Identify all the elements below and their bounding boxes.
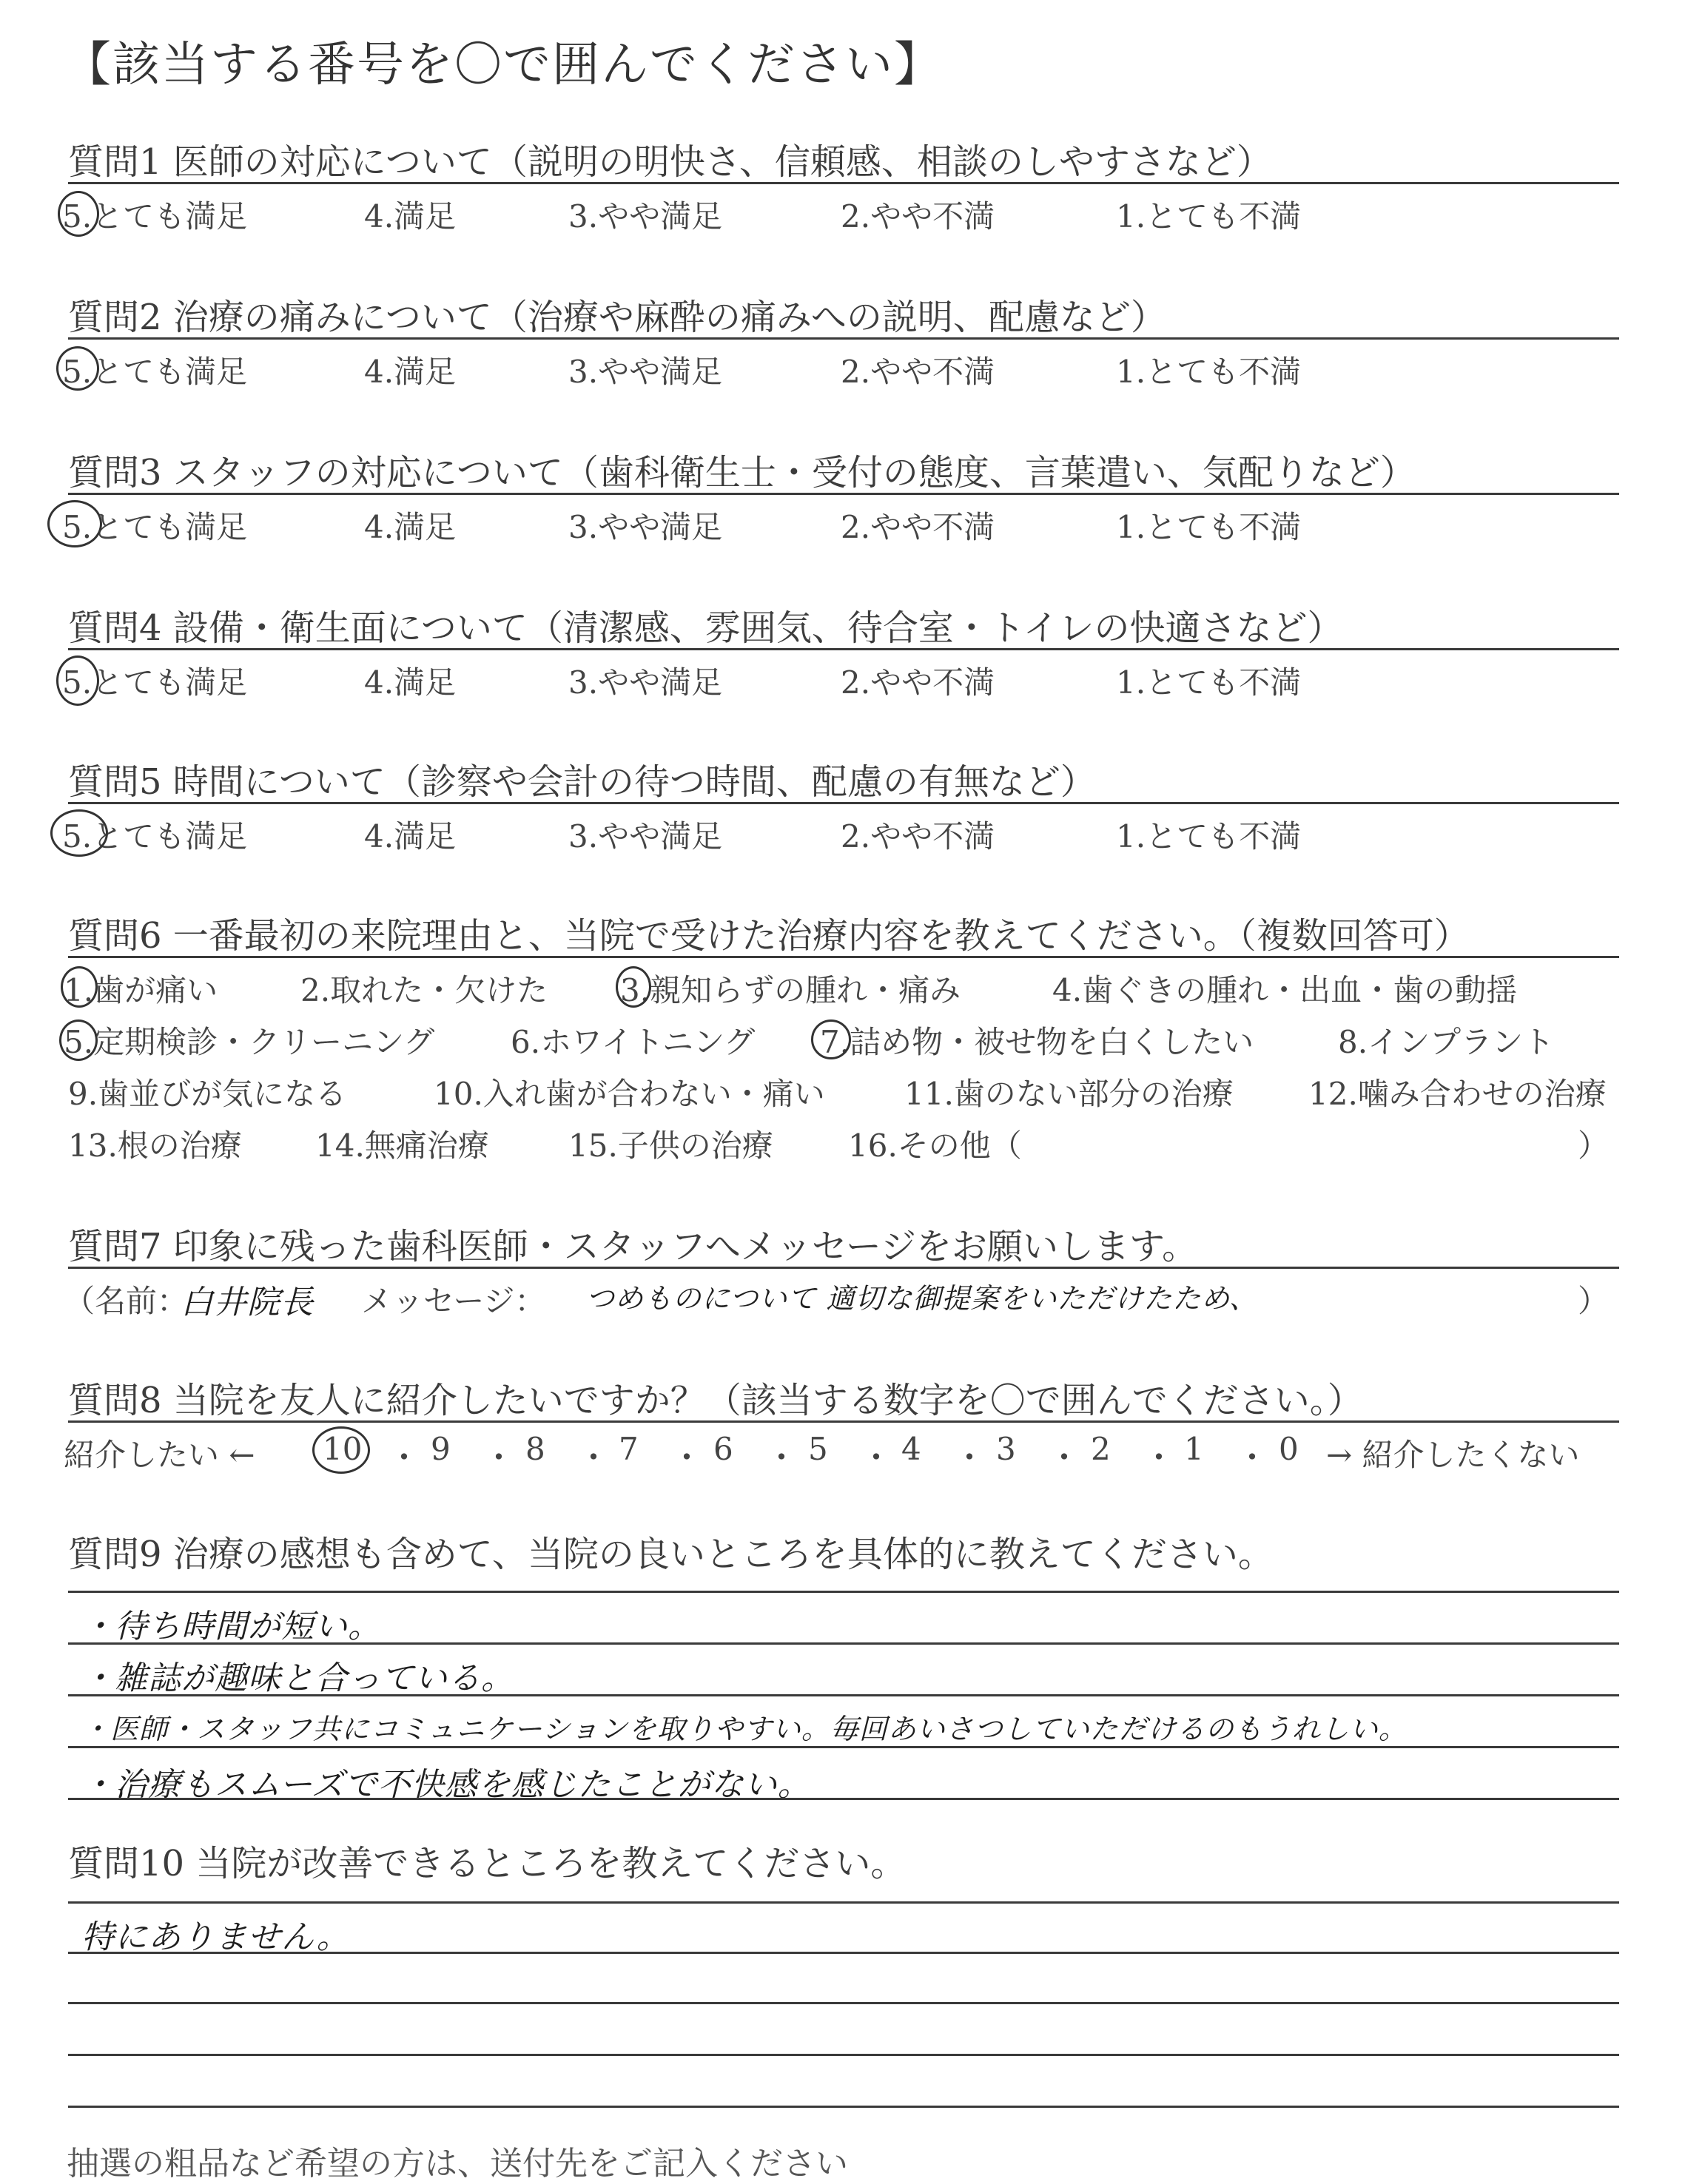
q6-option-15[interactable]: 15.子供の治療	[568, 1128, 773, 1164]
question-6-rule	[68, 956, 1619, 958]
q5-selection-circle	[50, 809, 108, 857]
q8-scale-10[interactable]: 10	[323, 1431, 363, 1467]
q9-answer-line	[68, 1694, 1619, 1696]
q2-option-5[interactable]: 5.とても満足	[62, 354, 248, 390]
q6-option-10[interactable]: 10.入れ歯が合わない・痛い	[434, 1076, 825, 1112]
q6-option-2[interactable]: 2.取れた・欠けた	[300, 972, 548, 1008]
q3-option-5[interactable]: 5.とても満足	[62, 509, 248, 545]
q10-answer-line	[68, 1901, 1619, 1904]
q7-name-handwritten[interactable]: 白井院長	[181, 1284, 314, 1321]
q6-option-8[interactable]: 8.インプラント	[1338, 1024, 1555, 1060]
q1-option-5[interactable]: 5.とても満足	[62, 198, 248, 235]
q2-selection-circle	[56, 346, 99, 391]
q8-scale-3[interactable]: 3	[996, 1431, 1016, 1467]
question-8-title: 質問8 当院を友人に紹介したいですか？（該当する数字を〇で囲んでください。）	[68, 1380, 1363, 1421]
q6-option-9[interactable]: 9.歯並びが気になる	[68, 1076, 347, 1112]
q6-other-close-paren: ）	[1578, 1128, 1610, 1164]
q8-right-label: → 紹介したくない	[1326, 1437, 1580, 1473]
q4-option-4[interactable]: 4.満足	[364, 664, 457, 701]
question-2-rule	[68, 337, 1619, 340]
q7-close-paren: ）	[1578, 1283, 1610, 1319]
q9-answer-1[interactable]: ・待ち時間が短い。	[81, 1608, 381, 1645]
q4-option-2[interactable]: 2.やや不満	[841, 664, 995, 701]
question-5-title: 質問5 時間について（診察や会計の待つ時間、配慮の有無など）	[68, 761, 1096, 803]
q7-message-handwritten[interactable]: つめものについて 適切な御提案をいただけたため、	[586, 1282, 1258, 1315]
question-1-rule	[68, 182, 1619, 184]
question-10-title: 質問10 当院が改善できるところを教えてください。	[68, 1843, 907, 1884]
q8-scale-9[interactable]: 9	[431, 1431, 451, 1467]
question-3-title: 質問3 スタッフの対応について（歯科衛生士・受付の態度、言葉遣い、気配りなど）	[68, 452, 1416, 493]
question-7-rule	[68, 1267, 1619, 1269]
q8-scale-5[interactable]: 5	[808, 1431, 828, 1467]
q6-option-4[interactable]: 4.歯ぐきの腫れ・出血・歯の動揺	[1052, 972, 1518, 1008]
q6-option-7[interactable]: 7.詰め物・被せ物を白くしたい	[820, 1024, 1254, 1060]
q8-dot: ・	[670, 1439, 703, 1477]
q3-option-3[interactable]: 3.やや満足	[568, 509, 723, 545]
q10-answer-line	[68, 2002, 1619, 2004]
q10-answer-line	[68, 2054, 1619, 2056]
q6-option-3-circle	[616, 966, 651, 1008]
q6-option-5-circle	[59, 1019, 98, 1061]
q3-option-2[interactable]: 2.やや不満	[841, 509, 995, 545]
q8-dot: ・	[1048, 1439, 1080, 1477]
question-2-title: 質問2 治療の痛みについて（治療や麻酔の痛みへの説明、配慮など）	[68, 297, 1166, 338]
q4-option-3[interactable]: 3.やや満足	[568, 664, 723, 701]
q8-left-label: 紹介したい ←	[64, 1437, 255, 1473]
q5-option-2[interactable]: 2.やや不満	[841, 818, 995, 855]
q6-option-12[interactable]: 12.噛み合わせの治療	[1308, 1076, 1607, 1112]
q6-option-6[interactable]: 6.ホワイトニング	[511, 1024, 756, 1060]
q8-scale-2[interactable]: 2	[1091, 1431, 1111, 1467]
q8-dot: ・	[1236, 1439, 1268, 1477]
q6-option-1-circle	[61, 966, 98, 1008]
question-5-rule	[68, 802, 1619, 804]
q3-option-1[interactable]: 1.とても不満	[1116, 509, 1302, 545]
q9-answer-3[interactable]: ・医師・スタッフ共にコミュニケーションを取りやすい。毎回あいさつしていただけるのもうれしい。	[81, 1713, 1408, 1745]
q9-answer-line	[68, 1591, 1619, 1593]
q4-option-1[interactable]: 1.とても不満	[1116, 664, 1302, 701]
q1-selection-circle	[58, 191, 99, 237]
q7-name-label: （名前：	[64, 1283, 189, 1319]
q9-answer-line	[68, 1798, 1619, 1800]
q1-option-2[interactable]: 2.やや不満	[841, 198, 995, 235]
question-8-rule	[68, 1420, 1619, 1423]
q2-option-3[interactable]: 3.やや満足	[568, 354, 723, 390]
q7-message-label: メッセージ：	[361, 1283, 546, 1319]
q6-option-1[interactable]: 1.歯が痛い	[64, 972, 218, 1008]
q3-selection-circle	[47, 500, 102, 547]
q8-scale-7[interactable]: 7	[619, 1431, 639, 1467]
q6-option-5[interactable]: 5.定期検診・クリーニング	[64, 1024, 435, 1060]
question-4-rule	[68, 648, 1619, 650]
q2-option-2[interactable]: 2.やや不満	[841, 354, 995, 390]
question-7-title: 質問7 印象に残った歯科医師・スタッフへメッセージをお願いします。	[68, 1226, 1198, 1267]
q6-option-14[interactable]: 14.無痛治療	[315, 1128, 489, 1164]
q8-dot: ・	[953, 1439, 986, 1477]
q1-option-3[interactable]: 3.やや満足	[568, 198, 723, 235]
q5-option-3[interactable]: 3.やや満足	[568, 818, 723, 855]
q6-option-16[interactable]: 16.その他（	[848, 1128, 1022, 1164]
q10-answer-line	[68, 1952, 1619, 1954]
q8-scale-1[interactable]: 1	[1184, 1431, 1204, 1467]
question-9-title: 質問9 治療の感想も含めて、当院の良いところを具体的に教えてください。	[68, 1534, 1274, 1575]
footer-partial-text: 抽選の粗品など希望の方は、送付先をご記入ください	[67, 2145, 848, 2183]
q8-selection-circle	[312, 1426, 370, 1474]
q8-dot: ・	[765, 1439, 798, 1477]
q4-option-5[interactable]: 5.とても満足	[62, 664, 248, 701]
q9-answer-line	[68, 1746, 1619, 1748]
q2-option-1[interactable]: 1.とても不満	[1116, 354, 1302, 390]
q2-option-4[interactable]: 4.満足	[364, 354, 457, 390]
q3-option-4[interactable]: 4.満足	[364, 509, 457, 545]
q8-scale-6[interactable]: 6	[713, 1431, 733, 1467]
q9-answer-2[interactable]: ・雑誌が趣味と合っている。	[81, 1659, 514, 1697]
q5-option-5[interactable]: 5.とても満足	[62, 818, 248, 855]
q8-dot: ・	[577, 1439, 610, 1477]
question-4-title: 質問4 設備・衛生面について（清潔感、雰囲気、待合室・トイレの快適さなど）	[68, 607, 1343, 649]
question-3-rule	[68, 493, 1619, 495]
q8-scale-4[interactable]: 4	[901, 1431, 921, 1467]
q8-scale-0[interactable]: 0	[1279, 1431, 1299, 1467]
q5-option-1[interactable]: 1.とても不満	[1116, 818, 1302, 855]
q1-option-4[interactable]: 4.満足	[364, 198, 457, 235]
q8-dot: ・	[388, 1439, 420, 1477]
q8-dot: ・	[860, 1439, 892, 1477]
question-1-title: 質問1 医師の対応について（説明の明快さ、信頼感、相談のしやすさなど）	[68, 141, 1272, 183]
q5-option-4[interactable]: 4.満足	[364, 818, 457, 855]
q1-option-1[interactable]: 1.とても不満	[1116, 198, 1302, 235]
q9-answer-4[interactable]: ・治療もスムーズで不快感を感じたことがない。	[81, 1766, 811, 1804]
q10-answer-line	[68, 2106, 1619, 2108]
q9-answer-line	[68, 1642, 1619, 1645]
q6-option-11[interactable]: 11.歯のない部分の治療	[904, 1076, 1234, 1112]
q8-dot: ・	[1143, 1439, 1175, 1477]
q4-selection-circle	[56, 655, 99, 706]
q10-answer-1[interactable]: 特にありません。	[81, 1918, 350, 1956]
q8-dot: ・	[482, 1439, 515, 1477]
q8-scale-8[interactable]: 8	[525, 1431, 545, 1467]
survey-header: 【該当する番号を〇で囲んでください】	[64, 38, 943, 92]
q6-option-13[interactable]: 13.根の治療	[68, 1128, 242, 1164]
question-6-title: 質問6 一番最初の来院理由と、当院で受けた治療内容を教えてください。（複数回答可）	[68, 915, 1470, 957]
q6-option-3[interactable]: 3.親知らずの腫れ・痛み	[620, 972, 961, 1008]
q6-option-7-circle	[811, 1019, 851, 1059]
